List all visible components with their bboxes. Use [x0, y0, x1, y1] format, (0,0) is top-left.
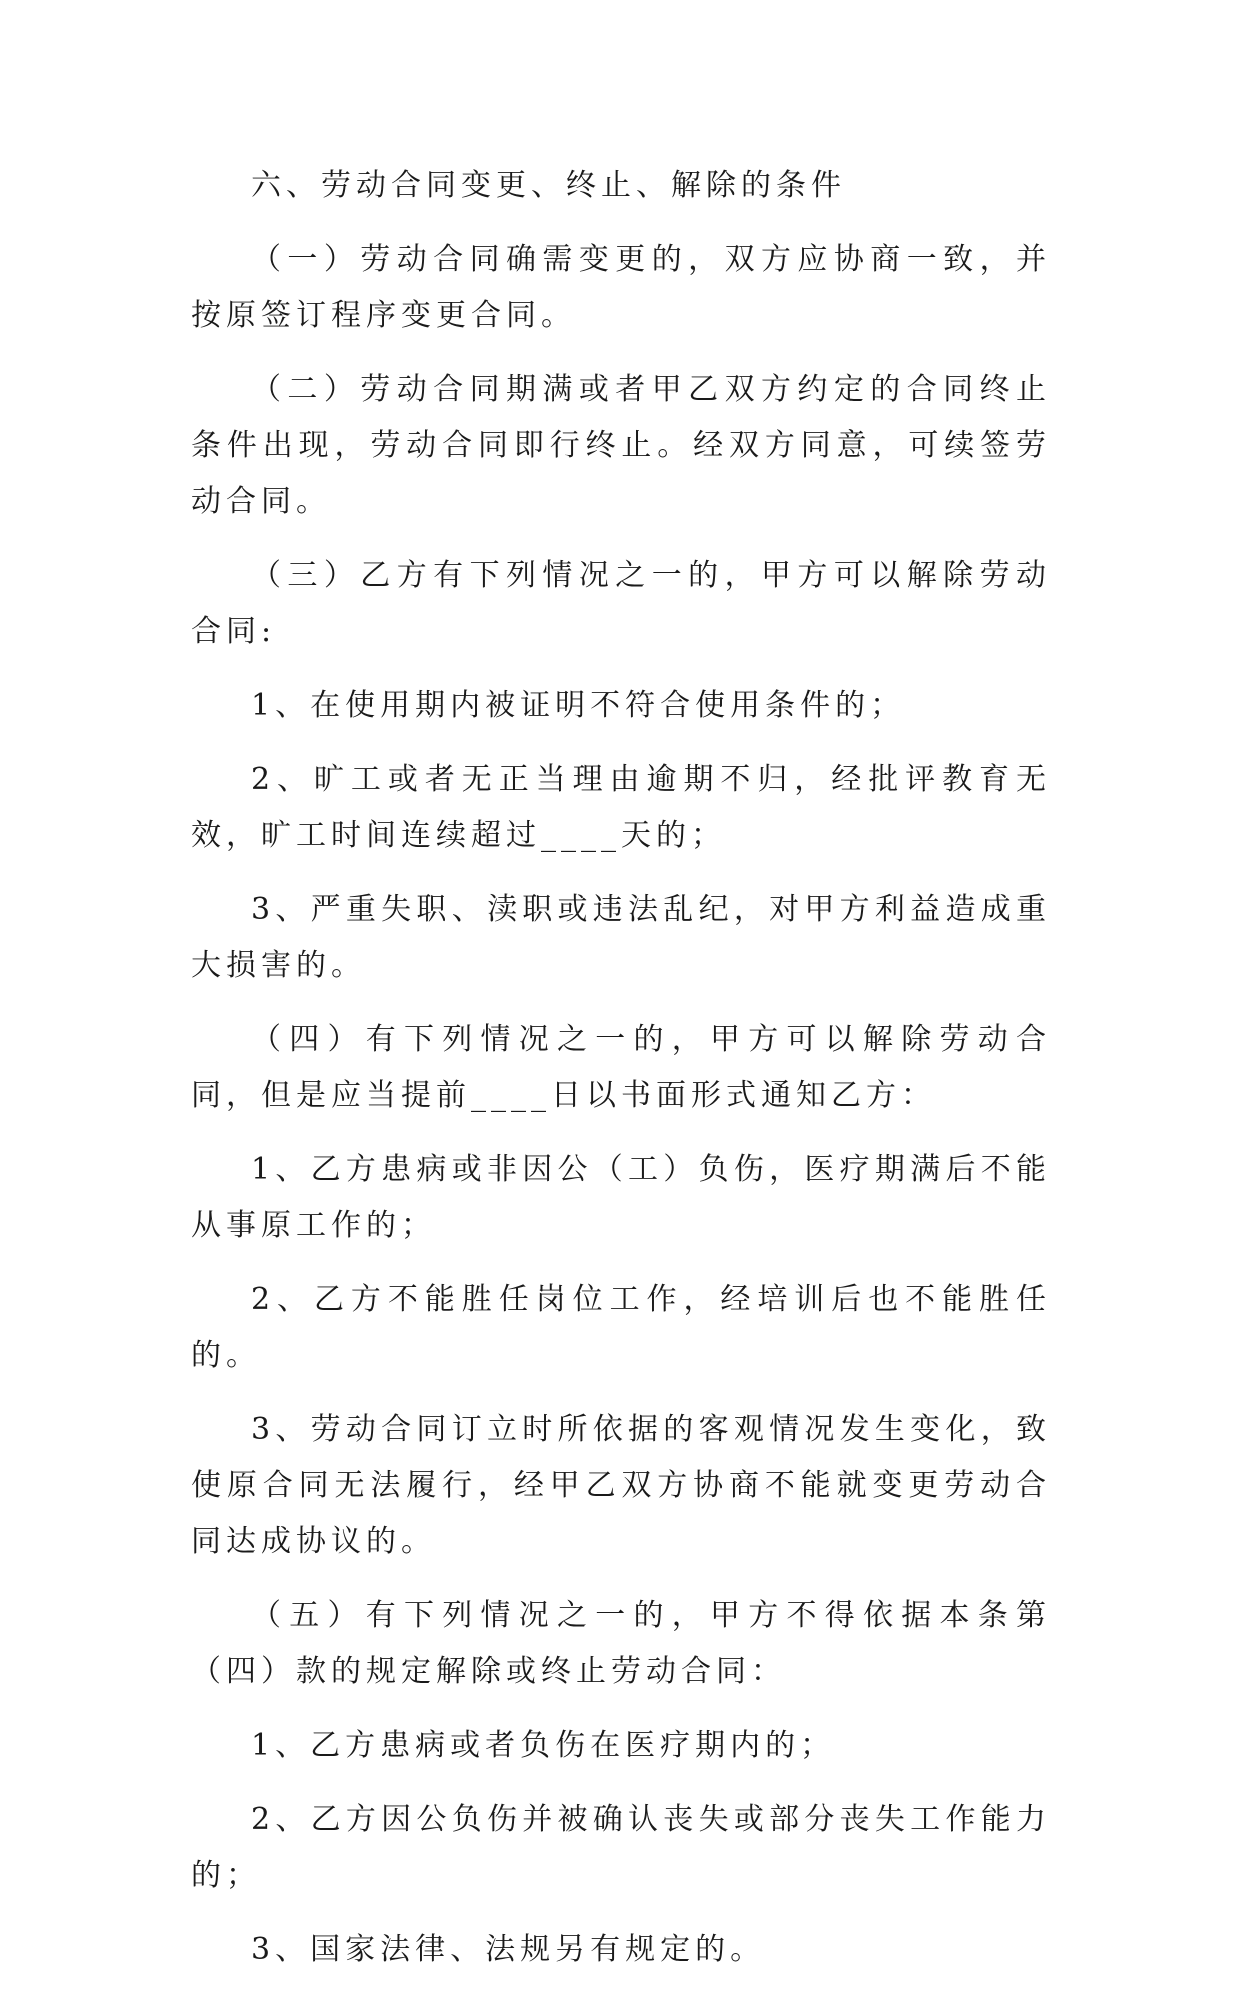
list-item: 1、乙方患病或者负伤在医疗期内的；	[251, 1728, 836, 1763]
list-item: 2、乙方因公负伤并被确认丧失或部分丧失工作能力的；	[191, 1802, 1051, 1893]
section-heading: 六、劳动合同变更、终止、解除的条件	[251, 168, 846, 203]
list-item: 1、在使用期内被证明不符合使用条件的；	[251, 688, 906, 723]
paragraph: （四）有下列情况之一的，甲方可以解除劳动合同，但是应当提前____日以书面形式通知乙方：	[191, 1022, 1051, 1113]
paragraph: （三）乙方有下列情况之一的，甲方可以解除劳动合同:	[191, 558, 1051, 649]
paragraph: （五）有下列情况之一的，甲方不得依据本条第（四）款的规定解除或终止劳动合同：	[191, 1598, 1051, 1689]
paragraph: （二）劳动合同期满或者甲乙双方约定的合同终止条件出现，劳动合同即行终止。经双方同意，可续签劳动合同。	[191, 372, 1051, 519]
list-item: 3、国家法律、法规另有规定的。	[251, 1932, 766, 1967]
list-item: 2、旷工或者无正当理由逾期不归，经批评教育无效，旷工时间连续超过____天的；	[191, 762, 1051, 853]
list-item: 1、乙方患病或非因公（工）负伤，医疗期满后不能从事原工作的；	[191, 1152, 1051, 1243]
paragraph: （一）劳动合同确需变更的，双方应协商一致，并按原签订程序变更合同。	[191, 242, 1051, 333]
list-item: 3、劳动合同订立时所依据的客观情况发生变化，致使原合同无法履行，经甲乙双方协商不能就变更劳动合同达成协议的。	[191, 1412, 1051, 1559]
list-item: 2、乙方不能胜任岗位工作，经培训后也不能胜任的。	[191, 1282, 1051, 1373]
list-item: 3、严重失职、渎职或违法乱纪，对甲方利益造成重大损害的。	[191, 892, 1051, 983]
document-body	[191, 158, 1051, 1996]
